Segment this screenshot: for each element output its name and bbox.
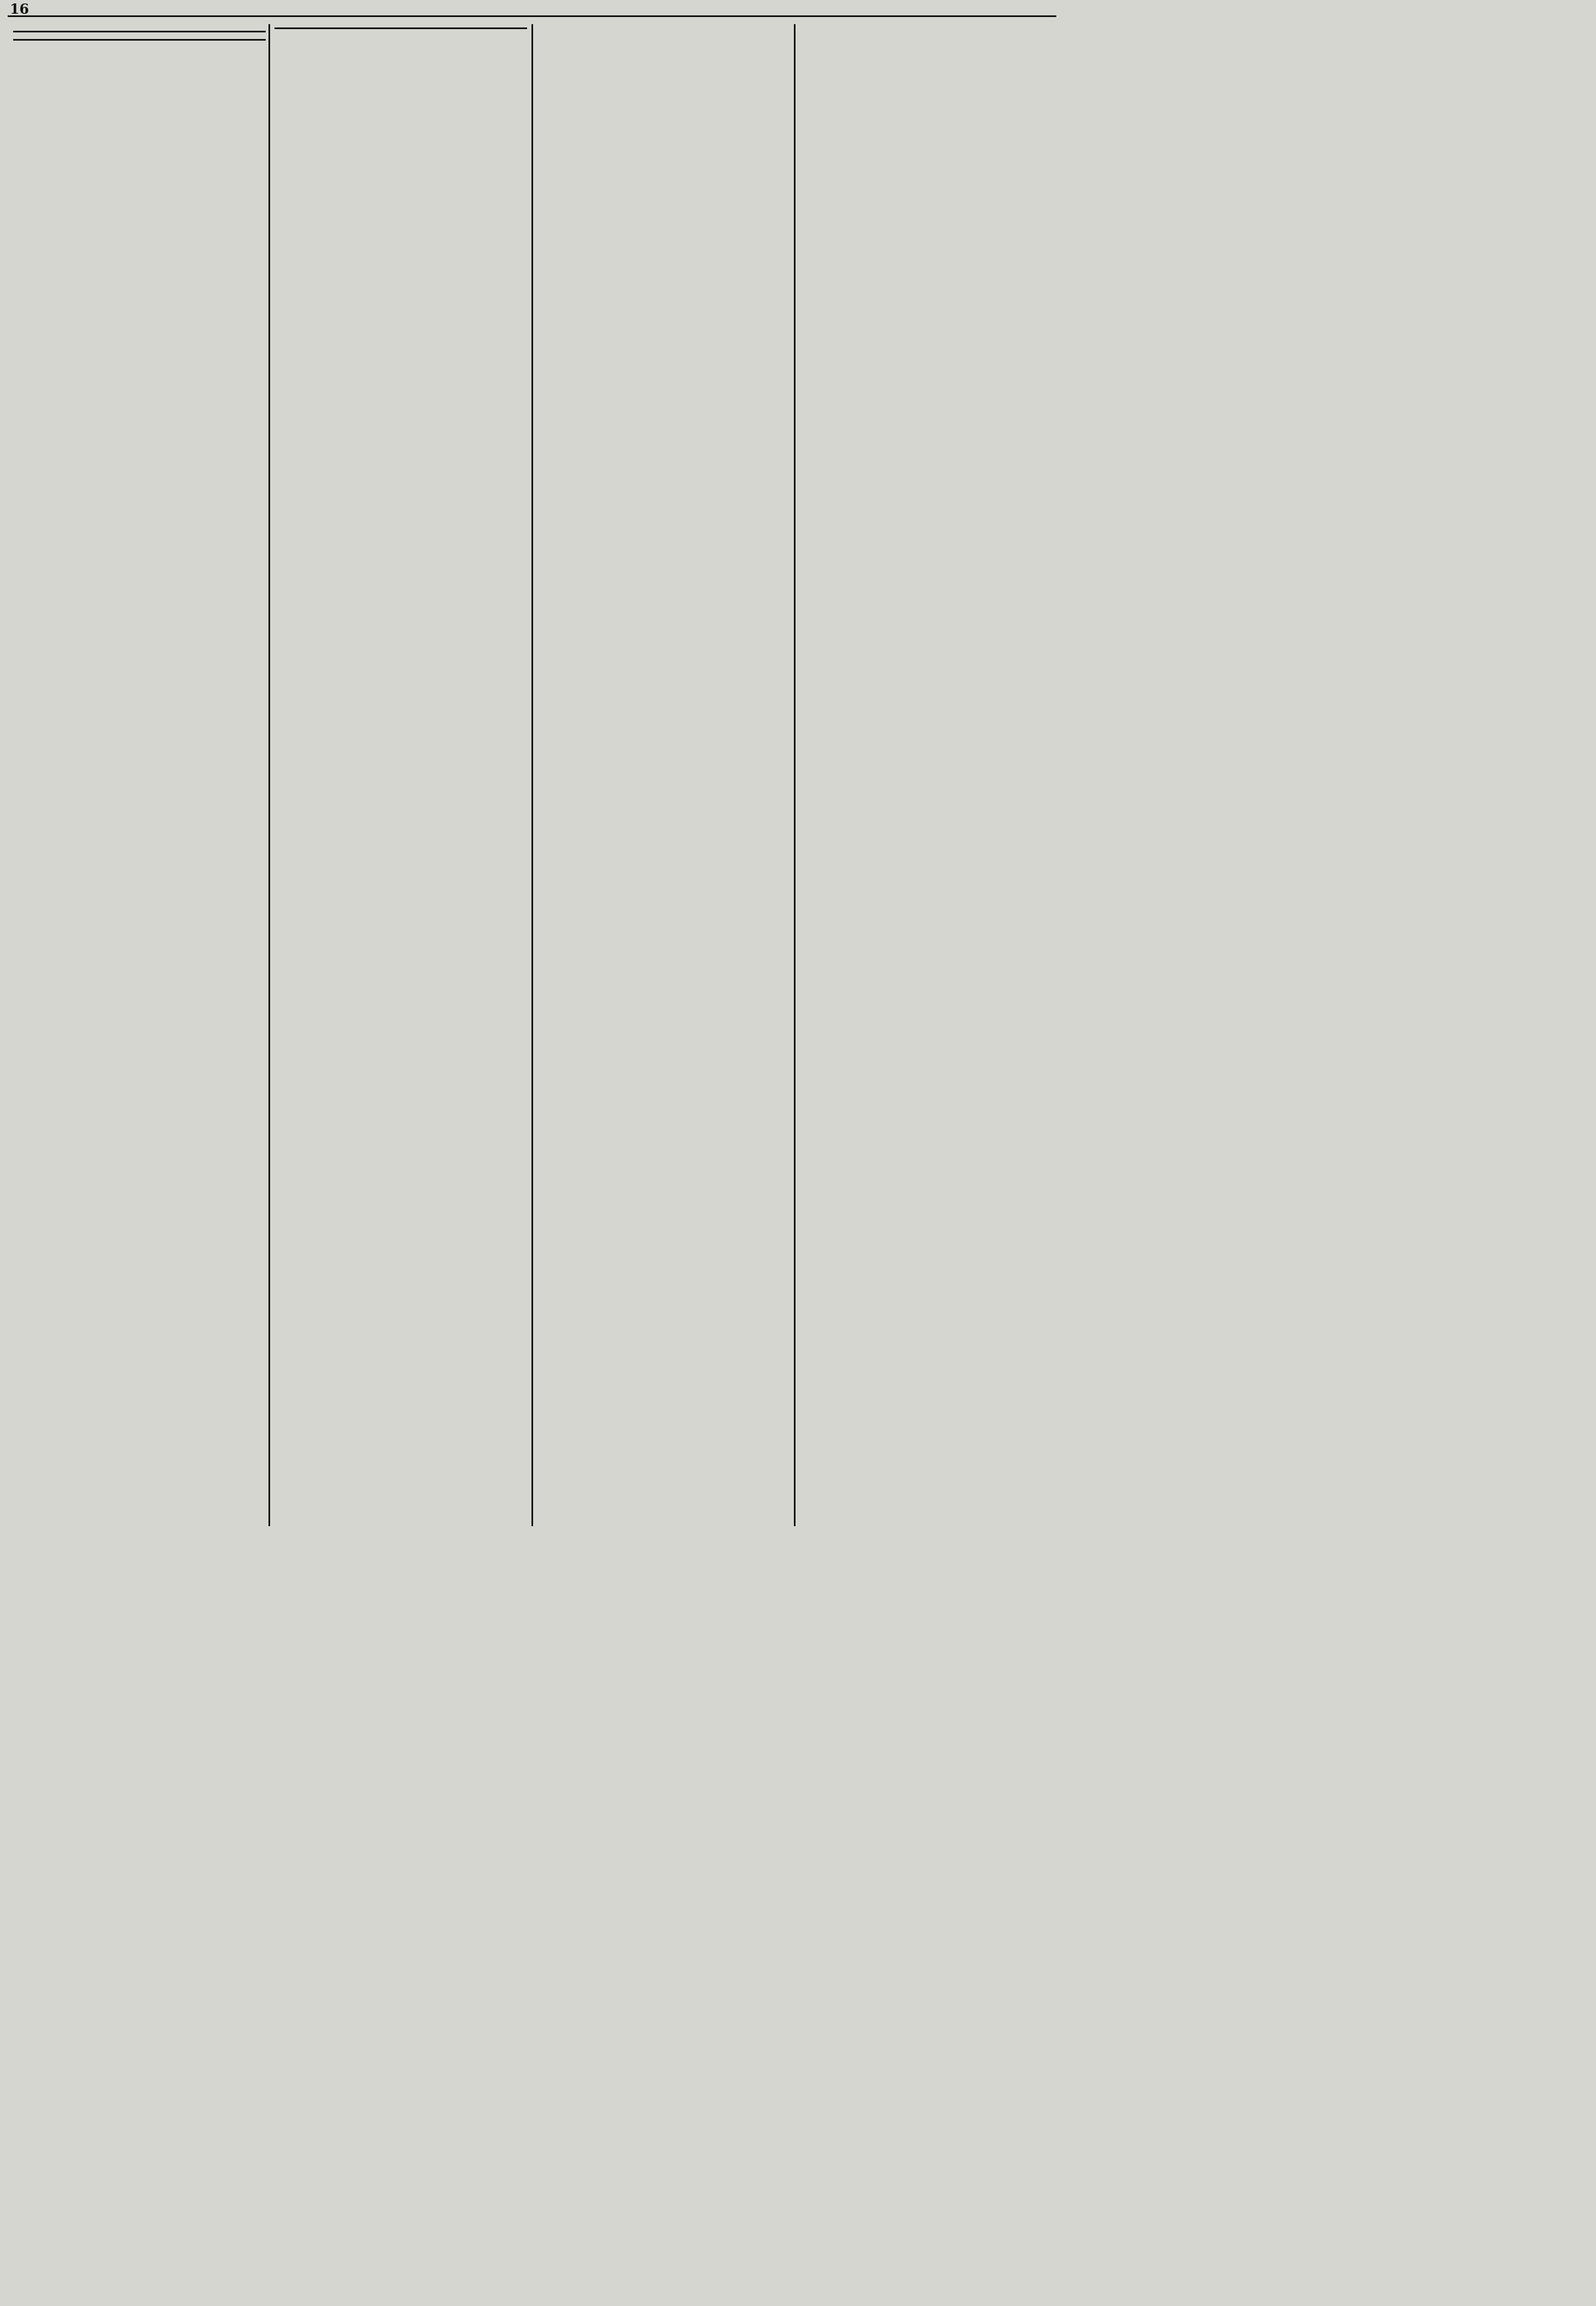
column-2: [275, 24, 527, 1526]
column-4: [799, 24, 1052, 1526]
column-separator: [531, 24, 533, 1526]
column-separator: [268, 24, 270, 1526]
column-3: [537, 24, 789, 1526]
ad-argent-a-preter: [13, 24, 266, 32]
page-header: [8, 0, 1056, 17]
column-separator: [794, 24, 796, 1526]
company-stats: [13, 24, 266, 27]
page-number: 16: [10, 1, 29, 17]
ad-beaudoin: [275, 24, 527, 29]
column-1: [13, 24, 266, 1526]
ad-miller: [13, 36, 266, 41]
header-rule: [8, 15, 1056, 17]
